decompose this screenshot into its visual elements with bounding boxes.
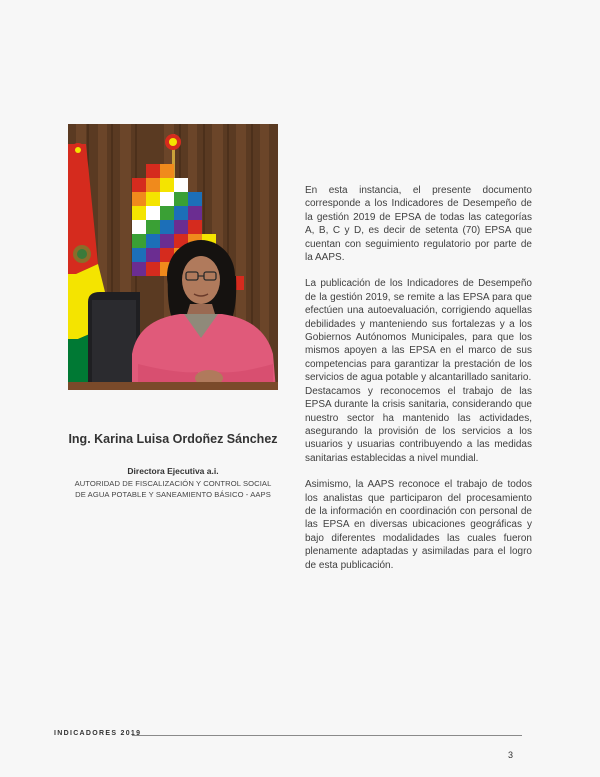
paragraph-1: En esta instancia, el presente documento corresponde a los Indicadores de Desempeño de la gestión 2019 de EPSA de todas las categorías A, B, C y D, es decir de setenta (70) EPSA que cuentan con seguimiento regulatorio por parte de la AAPS. <box>305 185 532 264</box>
director-role: Directora Ejecutiva a.i. <box>127 466 219 476</box>
profile-caption <box>68 432 278 500</box>
organization-line-2: DE AGUA POTABLE Y SANEAMIENTO BÁSICO - AAPS <box>75 490 271 499</box>
organization-line-1: AUTORIDAD DE FISCALIZACIÓN Y CONTROL SOCIAL <box>74 479 272 488</box>
director-name: Ing. Karina Luisa Ordoñez Sánchez <box>68 432 278 446</box>
paragraph-3: Destacamos y reconocemos el trabajo de las EPSA durante la crisis sanitaria, considerando que nuestro sector ha mantenido las actividades, asegurando la provisión de los servicios a los usuarios y usuarias contribuyendo a las medidas sanitarias establecidas a nivel mundial. <box>305 385 532 464</box>
paragraph-4: Asimismo, la AAPS reconoce el trabajo de todos los analistas que participaron del procesamiento de la información en coordinación con personal de las EPSA en diversas ubicaciones geográficas y bajo diferentes modalidades las cuales fueron plenamente adaptadas y asimiladas para el logro de esta publicación. <box>305 479 532 571</box>
body-text <box>305 184 532 585</box>
director-portrait-photo <box>68 124 278 390</box>
footer-label: INDICADORES 2019 <box>54 730 142 737</box>
page-number: 3 <box>508 750 514 760</box>
footer-divider <box>132 735 522 736</box>
paragraph-2: La publicación de los Indicadores de Desempeño de la gestión 2019, se remite a las EPSA para que efectúen una autoevaluación, corrigiendo aquellas debilidades y manteniendo sus fortalezas y a los Gobiernos Autónomos Municipales, para que los mismos apoyen a las EPSA en el marco de sus competencias para garantizar la prestación de los servicios de agua potable y alcantarillado sanitario. <box>305 278 532 384</box>
